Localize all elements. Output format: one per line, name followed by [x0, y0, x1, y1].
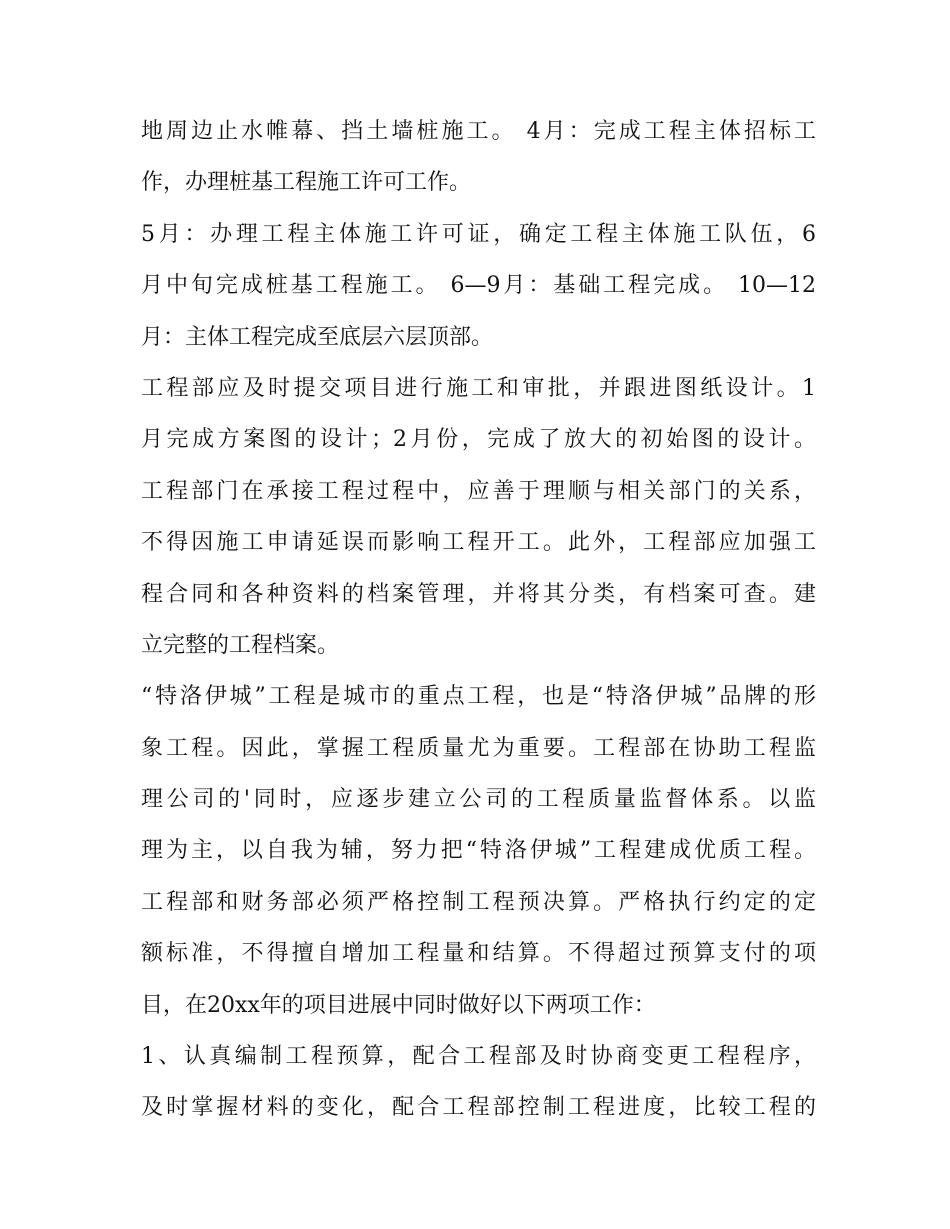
text-line: 月中旬完成桩基工程施工。 6—9月：基础工程完成。 10—12 — [141, 273, 816, 299]
text-line: 5月：办理工程主体施工许可证，确定工程主体施工队伍，6 — [141, 221, 816, 247]
text-line: 及时掌握材料的变化，配合工程部控制工程进度，比较工程的 — [141, 1095, 816, 1121]
text-line: 程合同和各种资料的档案管理，并将其分类，有档案可查。建 — [141, 581, 816, 607]
text-line: 地周边止水帷幕、挡土墙桩施工。 4月：完成工程主体招标工 — [141, 119, 816, 144]
text-line: 额标准，不得擅自增加工程量和结算。不得超过预算支付的项 — [141, 941, 816, 967]
text-line: 立完整的工程档案。 — [141, 632, 340, 658]
text-line: 月完成方案图的设计；2月份，完成了放大的初始图的设计。 — [141, 427, 816, 453]
text-line: 理为主，以自我为辅，努力把“特洛伊城”工程建成优质工程。 — [141, 838, 816, 864]
text-line: 工程部门在承接工程过程中，应善于理顺与相关部门的关系， — [141, 478, 816, 504]
text-line: 月：主体工程完成至底层六层顶部。 — [141, 324, 494, 350]
text-line: 象工程。因此，掌握工程质量尤为重要。工程部在协助工程监 — [141, 735, 816, 761]
text-line: “特洛伊城”工程是城市的重点工程，也是“特洛伊城”品牌的形 — [141, 684, 816, 710]
document-body — [141, 110, 816, 1138]
text-line: 理公司的'同时，应逐步建立公司的工程质量监督体系。以监 — [141, 787, 816, 813]
text-line: 1、认真编制工程预算，配合工程部及时协商变更工程程序， — [141, 1044, 816, 1070]
text-line: 作，办理桩基工程施工许可工作。 — [141, 170, 472, 196]
text-line: 不得因施工申请延误而影响工程开工。此外，工程部应加强工 — [141, 530, 816, 556]
text-line: 目，在20xx年的项目进展中同时做好以下两项工作： — [141, 992, 656, 1018]
text-line: 工程部和财务部必须严格控制工程预决算。严格执行约定的定 — [141, 889, 816, 915]
text-line: 工程部应及时提交项目进行施工和审批，并跟进图纸设计。1 — [141, 375, 816, 401]
